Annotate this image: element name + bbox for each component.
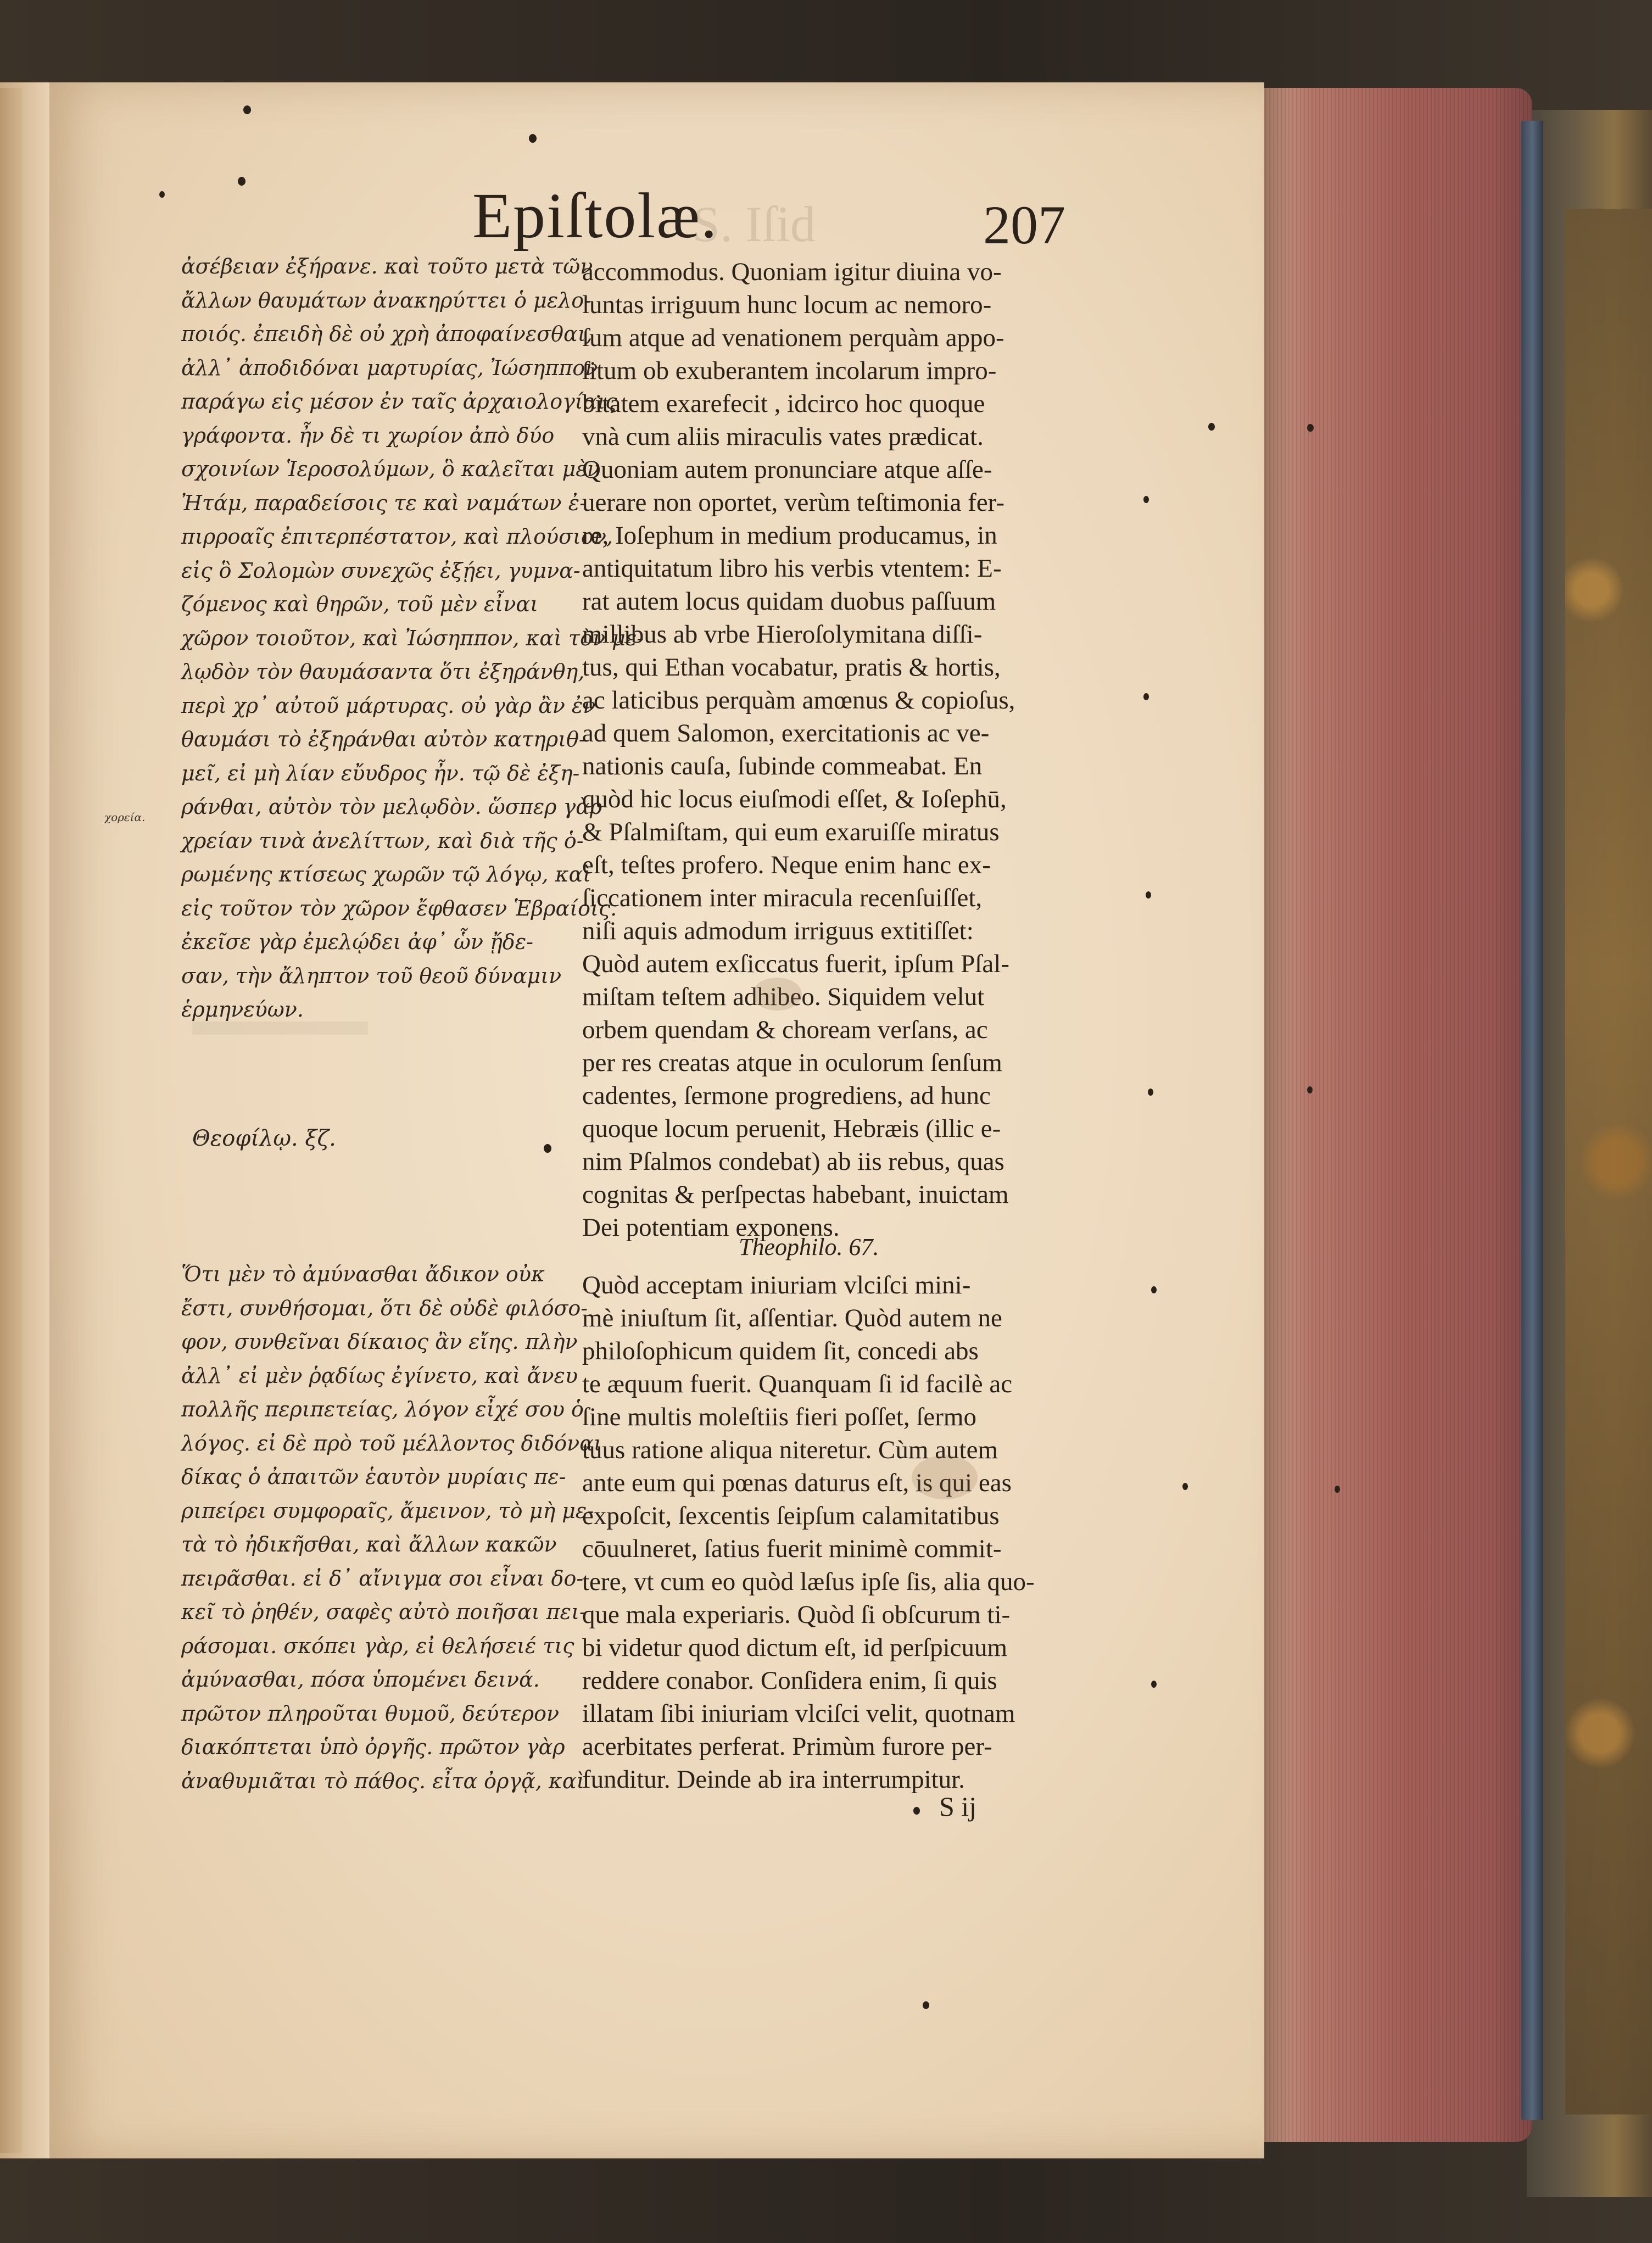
text-line: εἰς τοῦτον τὸν χῶρον ἔφθασεν Ἑβραίοις.	[181, 896, 617, 920]
text-line: περὶ χρ᾽ αὐτοῦ μάρτυρας. οὐ γὰρ ἂν ἐν	[181, 693, 596, 718]
text-line: ſitum ob exuberantem incolarum impro-	[582, 356, 997, 385]
text-line: ἀναθυμιᾶται τὸ πάθος. εἶτα ὀργᾷ, καὶ	[181, 1768, 585, 1793]
text-line: tuus ratione aliqua niteretur. Cùm autem	[582, 1436, 998, 1464]
text-line: funditur. Deinde ab ira interrumpitur.	[582, 1765, 965, 1794]
wormhole	[544, 1144, 551, 1153]
text-line: Dei potentiam exponens.	[582, 1213, 840, 1242]
text-line: πιρροαῖς ἐπιτερπέστατον, καὶ πλούσιον,	[181, 525, 613, 549]
wormhole	[243, 105, 251, 114]
latin-column-bottom	[582, 1269, 1076, 1796]
wormhole	[1151, 1286, 1157, 1293]
text-line: πειρᾶσθαι. εἰ δ᾽ αἴνιγμα σοι εἶναι δο-	[181, 1566, 584, 1591]
text-line: quòd hic locus eiuſmodi eſſet, & Ioſephū,	[582, 785, 1007, 813]
text-line: ante eum qui pœnas daturus eſt, is qui eas	[582, 1469, 1012, 1497]
wormhole	[1143, 693, 1149, 700]
text-line: cōuulneret, ſatius fuerit minimè commit-	[582, 1535, 1002, 1563]
text-line: miſtam teſtem adhibeo. Siquidem velut	[582, 983, 985, 1011]
bleed-through-stamp	[1313, 588, 1428, 1016]
text-line: δίκας ὁ ἀπαιτῶν ἑαυτὸν μυρίαις πε-	[181, 1465, 566, 1489]
foxing-spot	[912, 1455, 978, 1499]
text-line: reddere conabor. Conſidera enim, ſi quis	[582, 1666, 997, 1695]
text-line: vnà cum aliis miraculis vates prædicat.	[582, 422, 984, 451]
text-line: nim Pſalmos condebat) ab iis rebus, quas	[582, 1147, 1004, 1176]
text-line: Quòd autem exſiccatus fuerit, ipſum Pſal-	[582, 950, 1009, 978]
text-line: ἄλλων θαυμάτων ἀνακηρύττει ὁ μελο-	[181, 288, 591, 313]
wormhole	[1208, 423, 1215, 431]
text-line: ζόμενος καὶ θηρῶν, τοῦ μὲν εἶναι	[181, 592, 538, 616]
text-line: mè iniuſtum ſit, aſſentiar. Quòd autem ne	[582, 1304, 1002, 1332]
text-line: nationis cauſa, ſubinde commeabat. En	[582, 752, 983, 780]
wormhole	[1146, 891, 1151, 899]
text-line: ποιός. ἐπειδὴ δὲ οὐ χρὴ ἀποφαίνεσθαι,	[181, 322, 593, 346]
text-line: Ὅτι μὲν τὸ ἀμύνασθαι ἄδικον οὐκ	[181, 1262, 545, 1286]
text-line: uerare non oportet, verùm teſtimonia fer-	[582, 488, 1005, 517]
text-line: σαν, τὴν ἄληπτον τοῦ θεοῦ δύναμιν	[181, 963, 562, 988]
text-line: expoſcit, ſexcentis ſeipſum calamitatibus	[582, 1502, 1000, 1530]
text-line: accommodus. Quoniam igitur diuina vo-	[582, 258, 1002, 286]
text-line: διακόπτεται ὑπὸ ὀργῆς. πρῶτον γὰρ	[181, 1735, 565, 1759]
text-line: ac laticibus perquàm amœnus & copioſus,	[582, 686, 1015, 715]
greek-letter-heading: Θεοφίλῳ. ξζ.	[192, 1126, 336, 1151]
text-line: cadentes, ſermone progrediens, ad hunc	[582, 1081, 991, 1110]
wormhole	[1335, 1486, 1340, 1493]
text-line: λόγος. εἰ δὲ πρὸ τοῦ μέλλοντος διδόναι	[181, 1431, 602, 1455]
page-number: 207	[983, 194, 1065, 255]
wormhole	[1148, 1089, 1153, 1096]
text-line: rat autem locus quidam duobus paſſuum	[582, 587, 996, 616]
signature-mark: S ij	[939, 1791, 977, 1822]
text-line: ριπείρει συμφοραῖς, ἄμεινον, τὸ μὴ με-	[181, 1498, 594, 1523]
text-line: φον, συνθεῖναι δίκαιος ἂν εἴης. πλὴν	[181, 1330, 578, 1354]
text-line: ἀσέβειαν ἐξήρανε. καὶ τοῦτο μετὰ τῶν	[181, 254, 593, 278]
foxing-spot	[752, 978, 802, 1011]
running-title: Epiſtolæ.	[472, 180, 718, 252]
text-line: & Pſalmiſtam, qui eum exaruiſſe miratus	[582, 818, 1000, 846]
text-line: ἔστι, συνθήσομαι, ὅτι δὲ οὐδὲ φιλόσο-	[181, 1296, 588, 1320]
bleed-through-head: S. Iſid	[692, 196, 816, 252]
text-line: quoque locum peruenit, Hebræis (illic e-	[582, 1114, 1001, 1143]
greek-column-bottom	[181, 1258, 602, 1798]
text-line: niſi aquis admodum irriguus extitiſſet:	[582, 917, 974, 945]
wormhole	[1143, 496, 1149, 503]
text-line: ἐκεῖσε γὰρ ἐμελῴδει ἀφ᾽ ὧν ᾔδε-	[181, 930, 533, 954]
text-line: luntas irriguum hunc locum ac nemoro-	[582, 291, 992, 319]
wormhole	[238, 177, 245, 186]
text-line: per res creatas atque in oculorum ſenſum	[582, 1048, 1002, 1077]
text-line: acerbitates perferat. Primùm furore per-	[582, 1732, 992, 1761]
text-line: ἀμύνασθαι, πόσα ὑπομένει δεινά.	[181, 1667, 540, 1692]
wormhole	[529, 134, 537, 143]
text-line: bi videtur quod dictum eſt, id perſpicuum	[582, 1633, 1008, 1662]
text-line: millibus ab vrbe Hieroſolymitana diſſi-	[582, 620, 983, 649]
text-line: bitatem exarefecit , idcirco hoc quoque	[582, 389, 985, 418]
wormhole	[923, 2001, 929, 2009]
cover-board	[1521, 121, 1543, 2120]
text-line: illatam ſibi iniuriam vlciſci velit, quotnam	[582, 1699, 1015, 1728]
text-line: ρωμένης κτίσεως χωρῶν τῷ λόγῳ, καὶ	[181, 862, 591, 886]
text-line: χρείαν τινὰ ἀνελίττων, καὶ διὰ τῆς ὁ-	[181, 828, 584, 853]
latin-letter-heading: Theophilo. 67.	[739, 1234, 879, 1260]
text-line: re, Ioſephum in medium producamus, in	[582, 521, 997, 550]
text-line: ἑρμηνεύων.	[181, 997, 304, 1022]
text-line: ράνθαι, αὐτὸν τὸν μελῳδὸν. ὥσπερ γὰρ	[181, 795, 602, 819]
text-line: πολλῆς περιπετείας, λόγον εἶχέ σου ὁ	[181, 1397, 584, 1421]
text-line: orbem quendam & choream verſans, ac	[582, 1016, 988, 1044]
text-line: θαυμάσι τὸ ἐξηράνθαι αὐτὸν κατηριθ-	[181, 727, 586, 751]
text-line: Quòd acceptam iniuriam vlciſci mini-	[582, 1271, 971, 1299]
faint-offset-mark	[192, 1022, 368, 1035]
text-line: εἰς ὃ Σολομὼν συνεχῶς ἐξῄει, γυμνα-	[181, 558, 581, 583]
text-line: ad quem Salomon, exercitationis ac ve-	[582, 719, 990, 747]
red-fore-edge	[1258, 88, 1532, 2142]
wormhole	[1182, 1483, 1188, 1490]
text-line: cognitas & perſpectas habebant, inuictam	[582, 1180, 1009, 1209]
text-line: tere, vt cum eo quòd læſus ipſe ſis, alia quo-	[582, 1567, 1035, 1596]
text-line: πρῶτον πληροῦται θυμοῦ, δεύτερον	[181, 1701, 560, 1726]
text-line: ἀλλ᾽ εἰ μὲν ῥᾳδίως ἐγίνετο, καὶ ἄνευ	[181, 1363, 578, 1388]
text-line: λῳδὸν τὸν θαυμάσαντα ὅτι ἐξηράνθη,	[181, 660, 585, 684]
text-line: que mala experiaris. Quòd ſi obſcurum ti-	[582, 1600, 1011, 1629]
text-line: eſt, teſtes profero. Neque enim hanc ex-	[582, 851, 991, 879]
marbled-cover	[1565, 209, 1652, 2114]
text-line: philoſophicum quidem ſit, concedi abs	[582, 1337, 979, 1365]
text-line: μεῖ, εἰ μὴ λίαν εὔυδρος ἦν. τῷ δὲ ἐξη-	[181, 761, 580, 785]
text-line: ſum atque ad venationem perquàm appo-	[582, 323, 1004, 352]
facing-page-edge	[0, 88, 22, 2153]
text-line: Quoniam autem pronunciare atque aſſe-	[582, 455, 992, 484]
wormhole	[1307, 1086, 1313, 1093]
greek-column-top	[181, 250, 644, 1027]
text-line: tus, qui Ethan vocabatur, pratis & hortis,	[582, 653, 1001, 682]
text-line: Ἠτάμ, παραδείσοις τε καὶ ναμάτων ἐ-	[181, 490, 587, 515]
wormhole	[1151, 1681, 1157, 1688]
text-line: te æquum fuerit. Quanquam ſi id facilè ac	[582, 1370, 1013, 1398]
wormhole	[1307, 424, 1314, 432]
wormhole	[913, 1807, 920, 1815]
text-line: ἀλλ᾽ ἀποδιδόναι μαρτυρίας, Ἰώσηππον	[181, 355, 598, 380]
text-line: ſiccationem inter miracula recenſuiſſet,	[582, 884, 983, 912]
text-line: σχοινίων Ἱεροσολύμων, ὃ καλεῖται μὲν	[181, 457, 600, 481]
text-line: ſine multis moleſtiis fieri poſſet, ſermo	[582, 1403, 976, 1431]
wormhole	[159, 191, 165, 198]
text-line: κεῖ τὸ ῥηθέν, σαφὲς αὐτὸ ποιῆσαι πει-	[181, 1600, 587, 1624]
latin-column-top	[582, 255, 1076, 1244]
text-line: antiquitatum libro his verbis vtentem: E-	[582, 554, 1002, 583]
text-line: τὰ τὸ ἠδικῆσθαι, καὶ ἄλλων κακῶν	[181, 1532, 557, 1556]
text-line: χῶρον τοιοῦτον, καὶ Ἰώσηππον, καὶ τὸν με-	[181, 626, 644, 650]
marginal-note: χορεία.	[104, 811, 146, 824]
text-line: παράγω εἰς μέσον ἐν ταῖς ἀρχαιολογίαις	[181, 389, 617, 414]
text-line: γράφοντα. ἦν δὲ τι χωρίον ἀπὸ δύο	[181, 423, 555, 448]
text-line: ράσομαι. σκόπει γὰρ, εἰ θελήσειέ τις	[181, 1633, 574, 1658]
